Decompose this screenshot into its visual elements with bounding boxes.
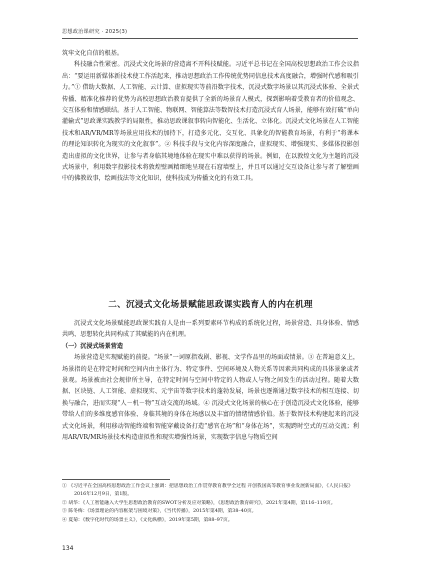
body-block-upper [62, 48, 359, 185]
footnote-rule [62, 479, 170, 480]
header-rule [62, 38, 358, 39]
footnotes [62, 483, 359, 525]
footnote-2: ② 胡华：《人工智能融入大学生思想政治教育的SWOT分析及应对策略》，《思想政治教育研究》，2021年第4期，第116–119页。 [62, 500, 336, 506]
section-intro-paragraph: 沉浸式文化场景赋能思政课实践育人是由一系列要素环节构成的系统化过程，场景营造、具身体验、情感共鸣、思想转化共同构成了其赋能的内在机理。 [62, 320, 359, 339]
running-header: 思想政治课研究 · 2025(3) [62, 29, 128, 35]
paragraph-continuation: 筑牢文化自信的根基。 [62, 50, 123, 57]
subsection-paragraph: 场景营造是实现赋能的前提。“场景”一词原指戏剧、影视、文学作品里的场面或情景。③ 在普遍意义上，场景指的是在特定时间和空间内由主体行为、特定事件、空间环境及人物关系等因素共同构成的具体景象或者景观。场景被由社会规律所主导，在特定时间与空间中特定的人物或人与物之间发生的活动过程。随着大数据、区块链、人工智能、虚拟现实、元宇宙等数字技术的蓬勃发展，场景也逐渐通过数字技术的相互连接、切换与融合，进而实现“人－机－物”互动交流的场域。④ 沉浸式文化场景的核心在于创造沉浸式文化体验，能够带给人们的多维度感官体验、身临其境的身体在场感以及丰富的情绪情感价值。基于数智技术构建起来的沉浸式文化场景，利用移动智能终端和智能穿戴设备打造“感官在场”和“身体在场”，实现跨时空式的互动交流；利用AR/VR/MR场景技术构造虚拟性和现实增强性场景，实现数字信息与物质空间 [62, 354, 359, 442]
subsection-title: （一）沉浸式场景营造 [62, 342, 123, 350]
footnote-1: ① 《习近平在全国高校思想政治工作会议上强调：把思想政治工作贯穿教育教学全过程 开创我国高等教育事业发展新局面》，《人民日报》2016年12月9日，第1版。 [62, 484, 353, 498]
body-block-lower [62, 318, 359, 443]
footnote-3: ③ 陈冬梅：《场景理论的内容框架与困境对策》，《当代传播》，2015年第4期，第38–40页。 [62, 509, 257, 515]
footnote-4: ④ 夏菊：《数字化时代的场景主义》，《文化纵横》，2019年第5期，第88–97页。 [62, 517, 233, 523]
page-number: 134 [62, 545, 74, 552]
paragraph-technology-fusion: 科技融合性紧密。沉浸式文化场景的营造离不开科技赋能。习近平总书记在全国高校思想政治工作会议指出：“要运用新媒体新技术使工作活起来，推动思想政治工作传统优势同信息技术高度融合，增强时代感和吸引力。”① 借助大数据、人工智能、云计算、虚拟现实等前沿数字技术，沉浸式数字场景以其沉浸式体验、全景式传播、精准化推荐的优势为高校思想政治教育提供了全新的场景育人模式，探到影响着受教育者的价值观念、交互体验和情感联结。基于人工智能、物联网、智能算法等数智技术打造沉浸式育人场景，能够有效打破“单向灌输式”思政课实践教学的局限性，推动思政课叙事转向智能化、生活化、立体化。沉浸式文化场景在人工智能技术和AR/VR/MR等场景应用技术的加持下，打造多元化、交互化、具象化的智能教育场景，有利于“将课本的理论知识转化为现实的文化叙事”。② 科技手段与文化内容深度融合，虚拟现实、增强现实、多媒体投影创造出虚拟的文化世界，让参与者身临其境地体验在现实中难以获得的场景。例如，在以敦煌文化为主题的沉浸式场景中，利用数字投影技术将敦煌壁画精细地呈现在石窟墙壁上，并且可以通过交互设备让参与者了解壁画中的佛教故事，绘画技法等文化知识，使科技成为传播文化的有效工具。 [62, 61, 359, 183]
section-heading: 二、沉浸式文化场景赋能思政课实践育人的内在机理 [108, 300, 313, 310]
